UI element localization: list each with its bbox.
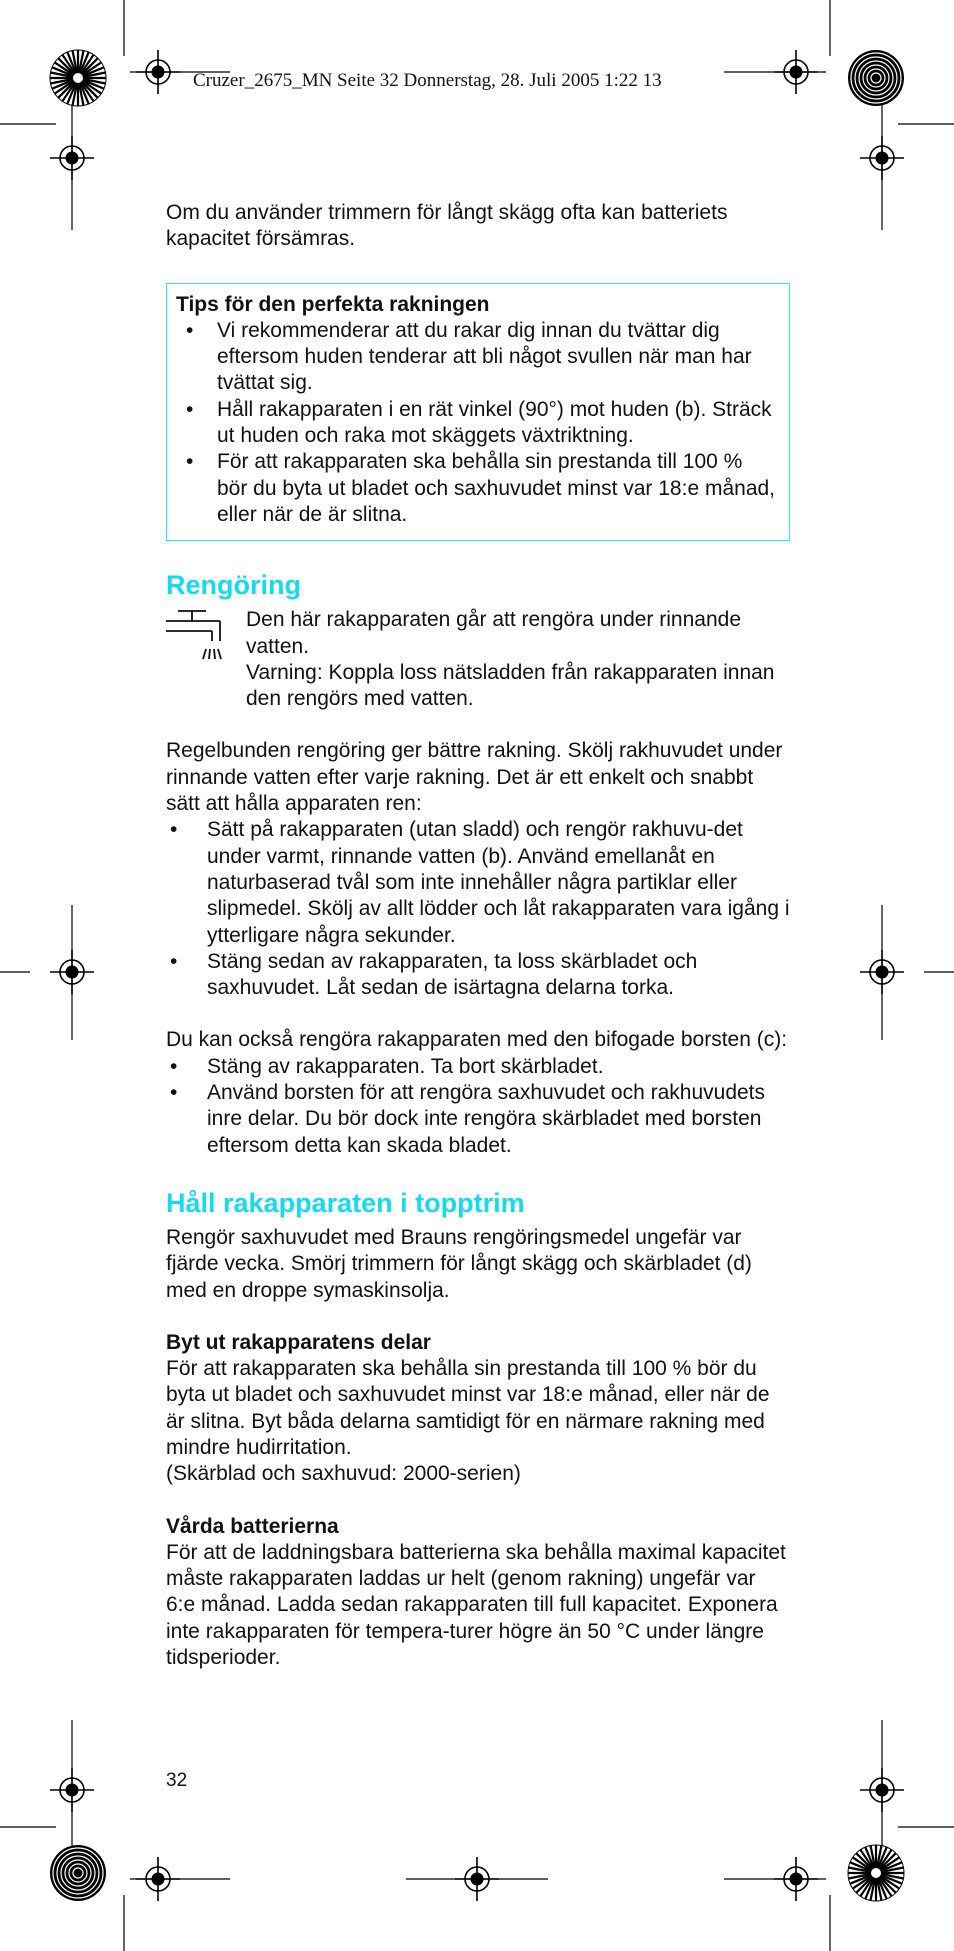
battery-care-title: Vårda batterierna [166,1514,339,1538]
page-number: 32 [166,1770,188,1791]
faucet-icon [166,607,246,667]
faucet-line-1: Den här rakapparaten går att rengöra under rinnande vatten. [246,608,741,658]
cleaning-list-1 [166,817,790,1001]
replace-parts-text: För att rakapparaten ska behålla sin prestanda till 100 % bör du byta ut bladet och saxhuvudet minst var 18:e månad, eller när de är slitna. Byt båda delarna samtidigt för en närmare rakning med mindre hudirritation. [166,1357,770,1459]
replace-parts-title: Byt ut rakapparatens delar [166,1330,431,1354]
cleaning-paragraph-2: Du kan också rengöra rakapparaten med den bifogade borsten (c): [166,1028,788,1052]
tips-box [166,283,790,542]
faucet-line-2: Varning: Koppla loss nätsladden från rakapparaten innan den rengörs med vatten. [246,660,775,711]
list-item: • Håll rakapparaten i en rät vinkel (90°) mot huden (b). Sträck ut huden och raka mot skäggets växtriktning. [176,397,777,450]
print-slug: Cruzer_2675_MN Seite 32 Donnerstag, 28. Juli 2005 1:22 13 [193,70,662,91]
care-heading: Håll rakapparaten i topptrim [166,1187,525,1218]
page-content [166,200,790,1671]
cleaning-list-2 [166,1054,790,1159]
faucet-text [246,607,790,712]
list-item: • För att rakapparaten ska behålla sin prestanda till 100 % bör du byta ut bladet och saxhuvudet minst var 18:e månad, eller när de är slitna. [176,449,777,528]
replace-parts-note: (Skärblad och saxhuvud: 2000-serien) [166,1462,521,1486]
battery-care-text: För att de laddningsbara batterierna ska behålla maximal kapacitet måste rakapparaten laddas ur helt (genom rakning) ungefär var 6:e månad. Ladda sedan rakapparaten till full kapacitet. Exponera inte rakapparaten för tempera-turer högre än 50 °C under längre tidsperioder. [166,1540,786,1670]
list-item: • Sätt på rakapparaten (utan sladd) och rengör rakhuvu-det under varmt, rinnande vatten (b). Använd emellanåt en naturbaserad tvål som inte innehåller några partiklar eller slipmedel. Skölj av allt lödder och låt rakapparaten vara igång i ytterligare några sekunder. [166,817,790,948]
tips-title: Tips för den perfekta rakningen [176,292,490,316]
list-item: • Stäng sedan av rakapparaten, ta loss skärbladet och saxhuvudet. Låt sedan de isärtagna delarna torka. [166,949,790,1002]
tips-list [176,318,777,528]
list-item: • Vi rekommenderar att du rakar dig innan du tvättar dig eftersom huden tenderar att bli något svullen när man har tvättat sig. [176,318,777,397]
list-item: • Använd borsten för att rengöra saxhuvudet och rakhuvudets inre delar. Du bör dock inte rengöra skärbladet med borsten eftersom detta kan skada bladet. [166,1080,790,1159]
care-paragraph: Rengör saxhuvudet med Brauns rengöringsmedel ungefär var fjärde vecka. Smörj trimmern för långt skägg och skärbladet (d) med en droppe symaskinsolja. [166,1225,752,1302]
cleaning-paragraph-1: Regelbunden rengöring ger bättre rakning. Skölj rakhuvudet under rinnande vatten efter varje rakning. Det är ett enkelt och snabbt sätt att hålla apparaten ren: [166,739,783,816]
list-item: • Stäng av rakapparaten. Ta bort skärbladet. [166,1054,790,1080]
cleaning-heading: Rengöring [166,570,301,601]
intro-text: Om du använder trimmern för långt skägg ofta kan batteriets kapacitet försämras. [166,201,728,251]
faucet-note [166,607,790,712]
